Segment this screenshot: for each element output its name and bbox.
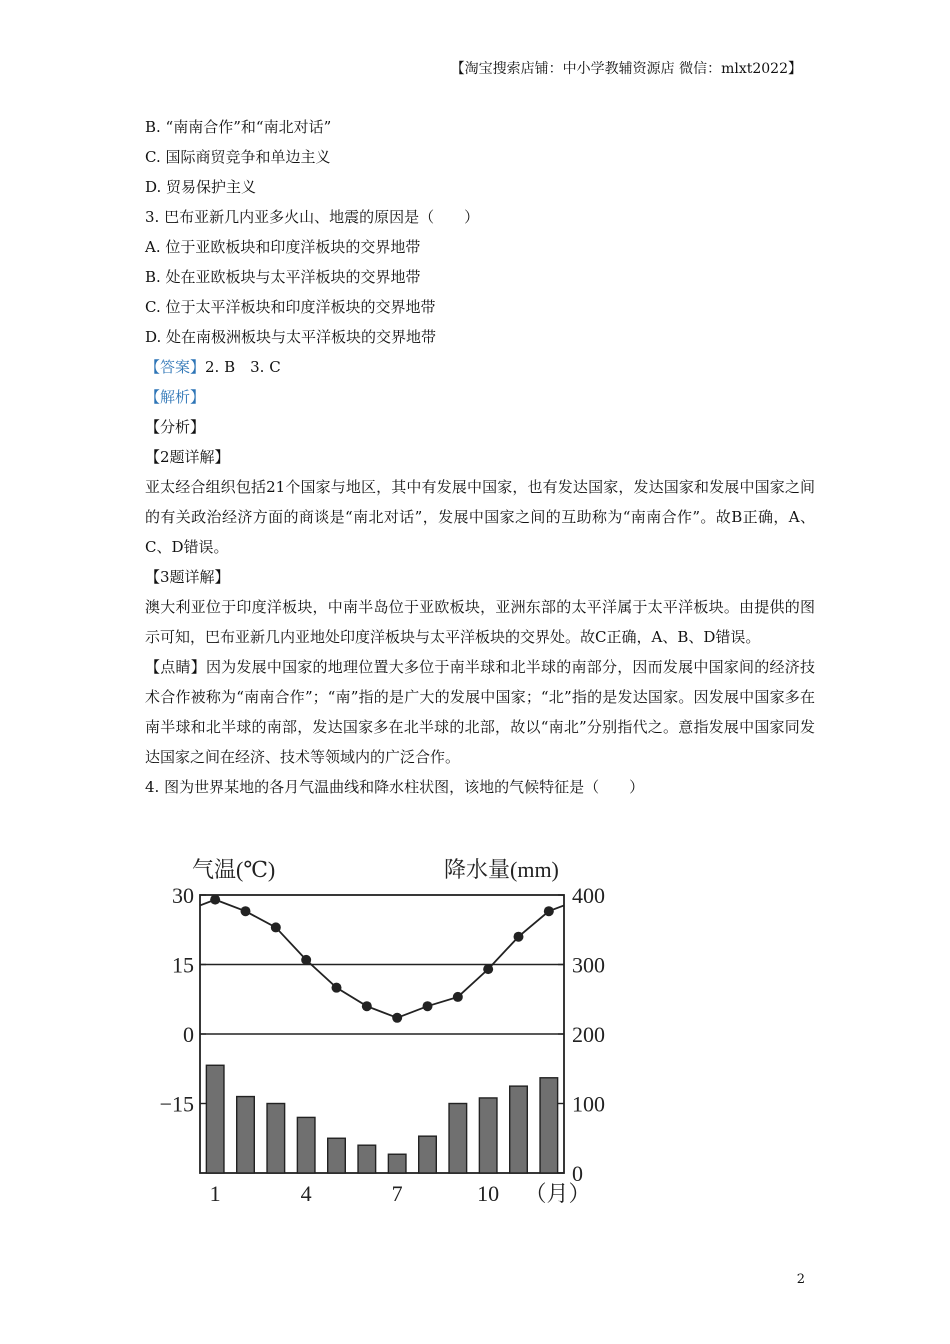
temp-tick-label: −15 [159,1091,194,1117]
q2-detail-text: 亚太经合组织包括21个国家与地区，其中有发展中国家，也有发达国家，发达国家和发展中国家之间的有关政治经济方面的商谈是“南北对话”，发展中国家之间的互助称为“南南合作”。故B正确，A、C、D错误。 [145,478,815,556]
precip-bar [479,1098,497,1173]
fenxi-label: 【分析】 [145,418,206,436]
q2-option-c: C. 国际商贸竞争和单边主义 [145,148,331,166]
precip-bar [540,1078,558,1173]
answer-line [145,352,815,382]
temperature-point [392,1013,402,1023]
precip-bar [297,1117,315,1173]
q2-option-b: B. “南南合作”和“南北对话” [145,118,332,136]
temperature-point [301,955,311,965]
month-unit-label: （月） [524,1181,591,1206]
temp-tick-label: 0 [183,1022,194,1047]
temperature-point [362,1001,372,1011]
answer-text: 2. B 3. C [205,358,281,376]
temperature-line [200,900,564,1018]
month-tick-label: 10 [477,1181,500,1206]
q4-stem: 4. 图为世界某地的各月气温曲线和降水柱状图，该地的气候特征是（ ） [145,778,645,796]
precip-bar [206,1065,224,1173]
temp-tick-label: 30 [172,883,194,908]
month-tick-label: 1 [209,1181,221,1206]
temperature-point [453,992,463,1002]
dianjing-paragraph [145,652,815,772]
answer-label: 【答案】 [145,358,206,376]
dianjing-text: 因为发展中国家的地理位置大多位于南半球和北半球的南部分，因而发展中国家间的经济技术合作被称为“南南合作”；“南”指的是广大的发展中国家；“北”指的是发达国家。因发展中国家多在南半球和北半球的南部，发达国家多在北半球的北部，故以“南北”分别指代之。意指发展中国家同发达国家之间在经济、技术等领域内的广泛合作。 [145,658,815,766]
precip-tick-label: 100 [572,1091,605,1117]
temp-tick-label: 15 [172,952,194,978]
precip-bar [419,1136,437,1173]
temperature-axis-title: 气温(℃) [192,857,276,882]
document-body [145,112,815,802]
analysis-label: 【解析】 [145,388,206,406]
precip-tick-label: 200 [572,1022,605,1047]
q3-detail-text: 澳大利亚位于印度洋板块，中南半岛位于亚欧板块，亚洲东部的太平洋属于太平洋板块。由提供的图示可知，巴布亚新几内亚地处印度洋板块与太平洋板块的交界处。故C正确，A、B、D错误。 [145,598,815,646]
temperature-point [423,1001,433,1011]
month-tick-label: 7 [391,1181,403,1206]
q3-detail-label: 【3题详解】 [145,568,230,586]
q3-option-c: C. 位于太平洋板块和印度洋板块的交界地带 [145,298,436,316]
q3-option-d: D. 处在南极洲板块与太平洋板块的交界地带 [145,328,437,346]
precip-tick-label: 400 [572,883,605,908]
temperature-point [271,922,281,932]
precip-bar [449,1104,467,1174]
dianjing-label: 【点睛】 [145,658,206,676]
precip-bar [388,1154,406,1173]
temperature-point [332,983,342,993]
precip-bar [267,1104,285,1174]
q3-option-a: A. 位于亚欧板块和印度洋板块的交界地带 [145,238,421,256]
precipitation-axis-title: 降水量(mm) [444,857,559,882]
q3-option-b: B. 处在亚欧板块与太平洋板块的交界地带 [145,268,421,286]
temperature-point [483,964,493,974]
page-header: 【淘宝搜索店铺：中小学教辅资源店 微信：mlxt2022】 [450,61,802,77]
q2-option-d: D. 贸易保护主义 [145,178,257,196]
climate-chart [150,845,620,1214]
month-tick-label: 4 [300,1181,312,1206]
precip-tick-label: 0 [572,1161,583,1186]
precip-tick-label: 300 [572,952,605,978]
precip-bar [510,1086,528,1173]
temperature-point [514,932,524,942]
temperature-point [210,895,220,905]
q3-stem: 3. 巴布亚新几内亚多火山、地震的原因是（ ） [145,208,480,226]
temperature-point [544,906,554,916]
precip-bar [328,1138,346,1173]
precip-bar [358,1145,376,1173]
precip-bar [237,1097,255,1173]
climate-chart-svg [150,845,620,1210]
page-number: 2 [796,1272,805,1287]
temperature-point [241,906,251,916]
q2-detail-label: 【2题详解】 [145,448,230,466]
